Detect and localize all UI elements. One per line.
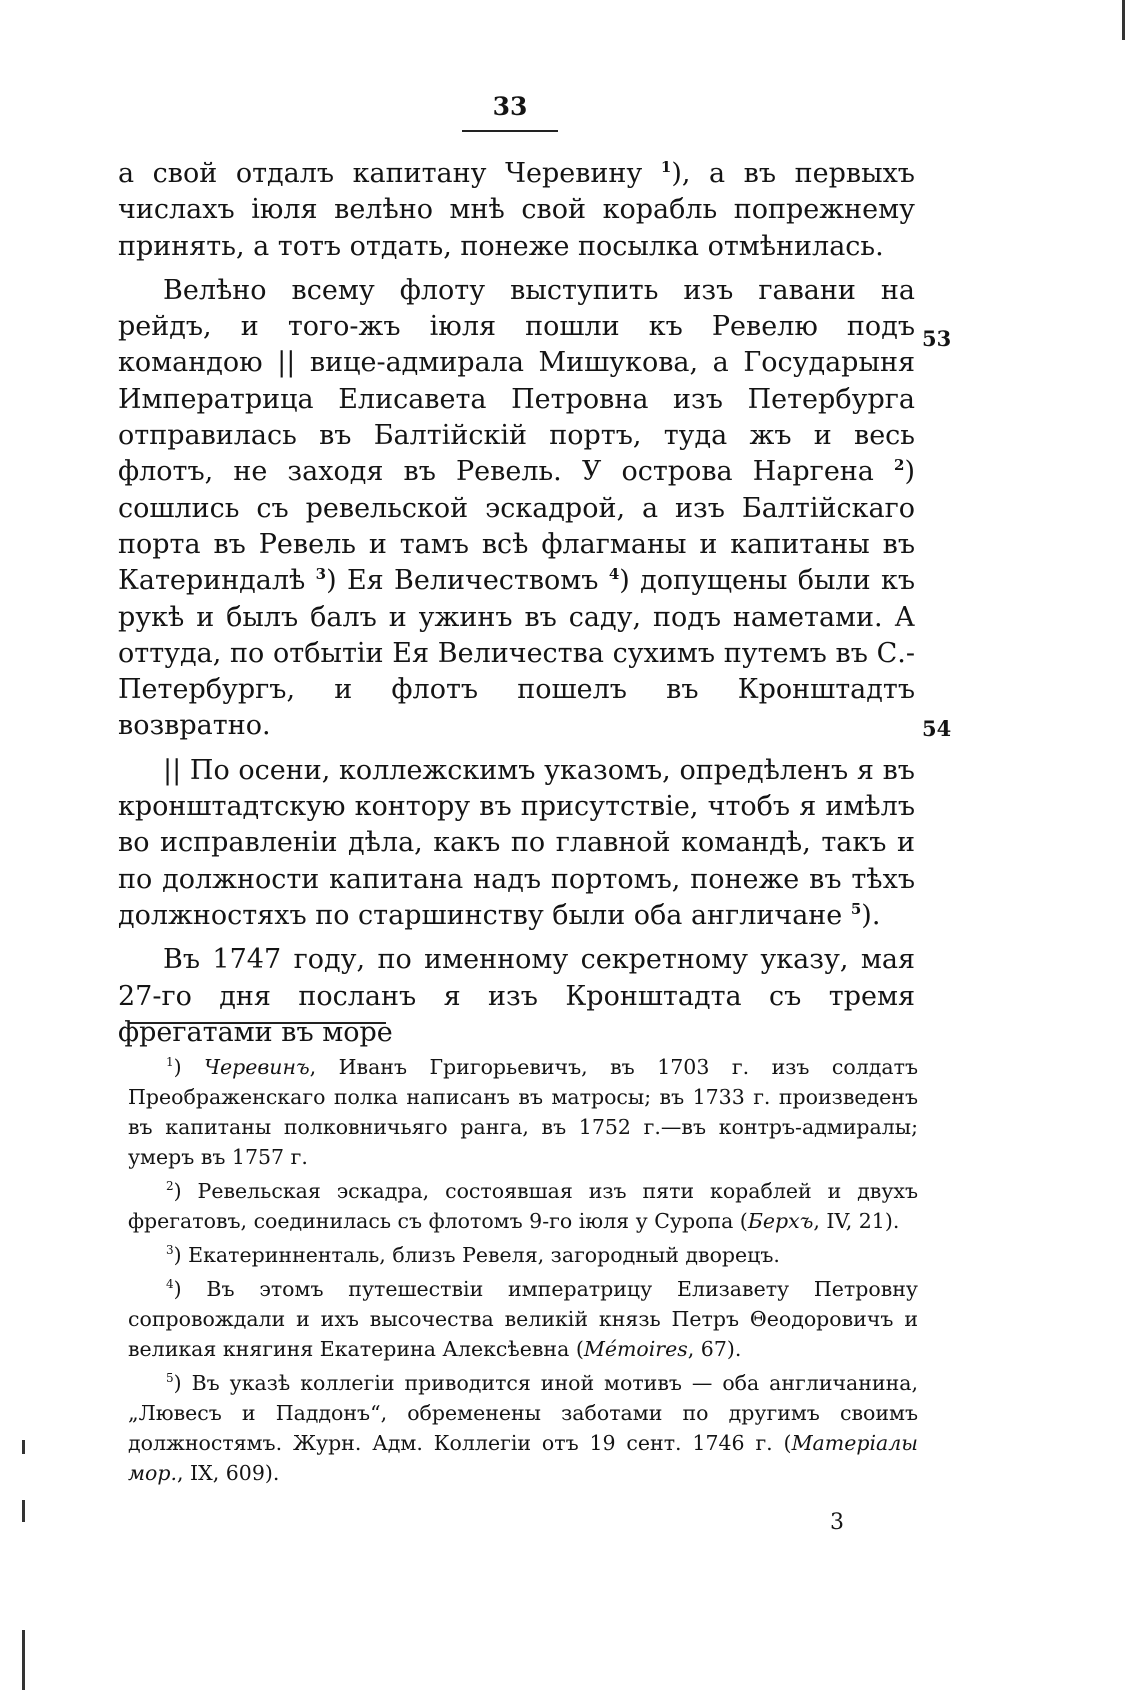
- footnotes: [128, 1052, 918, 1492]
- printer-signature-mark: 3: [830, 1510, 844, 1535]
- main-text: [118, 156, 915, 1051]
- footnote-2-text: ) Ревельская эскадра, состоявшая изъ пяти кораблей и двухъ фрегатовъ, соединилась съ флотомъ 9-го іюля у Суропа (: [128, 1179, 918, 1233]
- paragraph-1-text-b: ), а въ первыхъ числахъ іюля велѣно мнѣ свой корабль попрежнему принять, а тотъ отдать, понеже посылка отмѣнилась.: [118, 158, 915, 262]
- footnote-4-number: 4: [166, 1277, 174, 1292]
- paragraph-4-text: Въ 1747 году, по именному секретному указу, мая 27-го дня посланъ я изъ Кронштадта съ тремя фрегатами въ море: [118, 944, 915, 1048]
- footnote-ref-4: 4: [608, 565, 620, 584]
- footnote-5-text-end: , IX, 609).: [176, 1461, 280, 1485]
- footnote-5: [128, 1368, 918, 1488]
- page-number-rule: [462, 130, 558, 132]
- footnote-2: [128, 1176, 918, 1236]
- footnote-4-text-end: , 67).: [687, 1337, 742, 1361]
- footnote-1-number: 1: [166, 1055, 174, 1070]
- footnote-ref-5: 5: [850, 899, 862, 918]
- footnote-divider: [128, 1022, 386, 1024]
- scan-edge-mark: [22, 1500, 25, 1522]
- scan-edge-mark: [22, 1630, 25, 1690]
- page-number: 33: [492, 92, 528, 121]
- footnote-ref-3: 3: [315, 565, 327, 584]
- footnote-1-text: , Иванъ Григорьевичъ, въ 1703 г. изъ солдатъ Преображенскаго полка написанъ въ матросы; въ 1733 г. произведенъ въ капитаны полковничьяго ранга, въ 1752 г.—въ контръ-адмиралы; умеръ въ 1757 г.: [128, 1055, 919, 1169]
- paragraph-3-text-a: || По осени, коллежскимъ указомъ, опредѣленъ я въ кронштадтскую контору въ присутствіе, чтобъ я имѣлъ во исправленіи дѣла, какъ по главной командѣ, такъ и по должности капитана надъ портомъ, понеже въ тѣхъ должностяхъ по старшинству были оба англичане: [118, 754, 915, 931]
- paragraph-2-text-c: ) Ея Величествомъ: [326, 565, 609, 597]
- paragraph-1-text-a: а свой отдалъ капитану Черевину: [118, 158, 661, 189]
- footnote-4: [128, 1274, 918, 1364]
- scan-edge-mark: [1122, 0, 1125, 40]
- footnote-3-number: 3: [166, 1243, 174, 1258]
- paragraph-2: [118, 273, 915, 745]
- paragraph-1: [118, 156, 915, 265]
- footnote-3-text: ) Екатеринненталь, близъ Ревеля, загородный дворецъ.: [173, 1243, 780, 1267]
- footnote-3: [128, 1240, 918, 1270]
- footnote-4-source: Mémoires: [583, 1337, 688, 1361]
- footnote-4-text: ) Въ этомъ путешествіи императрицу Елизавету Петровну сопровождали и ихъ высочества великій князь Петръ Θеодоровичъ и великая княгиня Екатерина Алексѣевна (: [128, 1277, 918, 1361]
- footnote-1: $^1$) Черевинъ, Иванъ Григорьевичъ, въ 1703 г. изъ солдатъ Преображенскаго полка написанъ въ матросы; въ 1733 г. произведенъ въ капитаны полковничьяго ранга, въ 1752 г.—въ контръ-адмиралы; умеръ въ 1757 г.: [128, 1055, 919, 1169]
- footnote-2-text-end: , IV, 21).: [813, 1209, 900, 1233]
- margin-page-ref-53: 53: [922, 326, 952, 351]
- paragraph-4: [118, 942, 915, 1051]
- paragraph-2-text-a: Велѣно всему флоту выступить изъ гавани на рейдъ, и того-жъ іюля пошли къ Ревелю подъ командою || вице-адмирала Мишукова, а Государыня Императрица Елисавета Петровна изъ Петербурга отправилась въ Балтійскій портъ, туда жъ и весь флотъ, не заходя въ Ревель. У острова Наргена: [118, 274, 915, 488]
- footnote-1-name: Черевинъ: [204, 1055, 310, 1079]
- paragraph-3-text-b: ).: [861, 899, 881, 931]
- margin-page-ref-54: 54: [922, 716, 952, 741]
- paragraph-2-text-d: ) допущены были къ рукѣ и былъ балъ и ужинъ въ саду, подъ наметами. А оттуда, по отбытіи Ея Величества сухимъ путемъ въ С.-Петербургъ, и флотъ пошелъ въ Кронштадтъ возвратно.: [118, 565, 915, 742]
- paragraph-3: [118, 753, 915, 934]
- footnote-ref-2: 2: [894, 456, 905, 475]
- footnote-2-number: 2: [166, 1179, 174, 1194]
- scan-edge-mark: [22, 1440, 25, 1454]
- paragraph-2-text-b: ) сошлись съ ревельской эскадрой, а изъ Балтійскаго порта въ Ревель и тамъ всѣ флагманы и капитаны въ Катериндалѣ: [118, 456, 915, 597]
- footnote-5-number: 5: [166, 1371, 174, 1386]
- footnote-5-source: Матеріалы мор.: [128, 1431, 918, 1485]
- footnote-ref-1: 1: [660, 158, 672, 176]
- footnote-2-source: Берхъ: [747, 1209, 814, 1233]
- footnote-5-text: ) Въ указѣ коллегіи приводится иной мотивъ — оба англичанина, „Лювесъ и Паддонъ“, обременены заботами по другимъ своимъ должностямъ. Журн. Адм. Коллегіи отъ 19 сент. 1746 г. (: [128, 1371, 918, 1455]
